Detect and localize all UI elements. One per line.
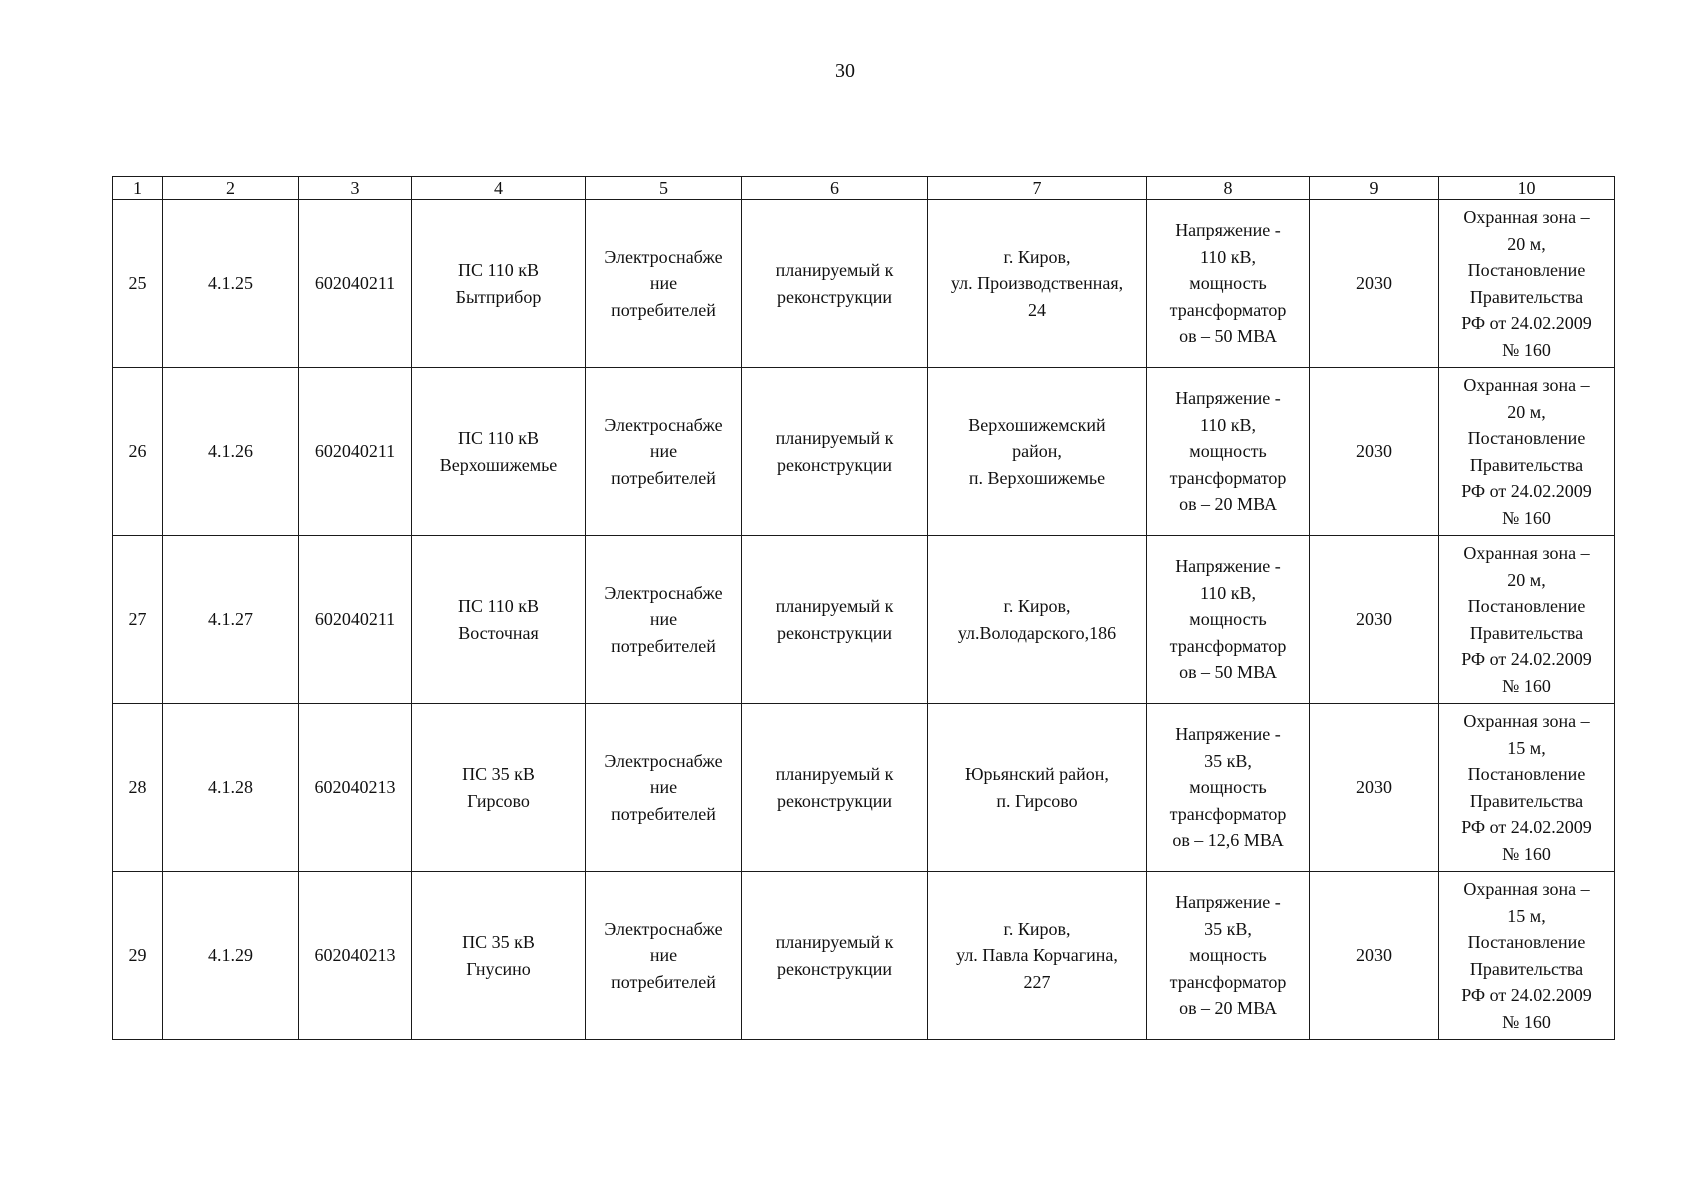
protection-zone: Охранная зона – 20 м, Постановление Правительства РФ от 24.02.2009 № 160 (1439, 200, 1615, 368)
object-location: Юрьянский район, п. Гирсово (928, 704, 1147, 872)
object-year: 2030 (1310, 536, 1439, 704)
object-year: 2030 (1310, 200, 1439, 368)
substations-table (112, 176, 1615, 1040)
column-header: 4 (412, 177, 586, 200)
object-year: 2030 (1310, 872, 1439, 1040)
object-status: планируемый к реконструкции (742, 368, 928, 536)
column-header: 10 (1439, 177, 1615, 200)
object-status: планируемый к реконструкции (742, 872, 928, 1040)
column-header: 2 (163, 177, 299, 200)
object-location: Верхошижемский район, п. Верхошижемье (928, 368, 1147, 536)
object-specs: Напряжение - 35 кВ, мощность трансформатор ов – 12,6 МВА (1147, 704, 1310, 872)
object-code: 602040211 (299, 536, 412, 704)
row-number: 25 (113, 200, 163, 368)
object-name: ПС 110 кВ Верхошижемье (412, 368, 586, 536)
header-row (113, 177, 1615, 200)
object-purpose: Электроснабже ние потребителей (586, 872, 742, 1040)
row-number: 26 (113, 368, 163, 536)
page-number: 30 (835, 60, 855, 82)
object-purpose: Электроснабже ние потребителей (586, 200, 742, 368)
table-row (113, 536, 1615, 704)
object-specs: Напряжение - 110 кВ, мощность трансформатор ов – 50 МВА (1147, 536, 1310, 704)
object-status: планируемый к реконструкции (742, 200, 928, 368)
object-purpose: Электроснабже ние потребителей (586, 368, 742, 536)
row-number: 28 (113, 704, 163, 872)
object-location: г. Киров, ул. Производственная, 24 (928, 200, 1147, 368)
object-specs: Напряжение - 110 кВ, мощность трансформатор ов – 20 МВА (1147, 368, 1310, 536)
object-name: ПС 110 кВ Восточная (412, 536, 586, 704)
object-name: ПС 35 кВ Гнусино (412, 872, 586, 1040)
object-purpose: Электроснабже ние потребителей (586, 536, 742, 704)
column-header: 9 (1310, 177, 1439, 200)
object-code: 602040211 (299, 200, 412, 368)
column-header: 8 (1147, 177, 1310, 200)
object-index: 4.1.29 (163, 872, 299, 1040)
object-year: 2030 (1310, 704, 1439, 872)
object-specs: Напряжение - 110 кВ, мощность трансформатор ов – 50 МВА (1147, 200, 1310, 368)
protection-zone: Охранная зона – 15 м, Постановление Правительства РФ от 24.02.2009 № 160 (1439, 872, 1615, 1040)
object-name: ПС 110 кВ Бытприбор (412, 200, 586, 368)
object-index: 4.1.25 (163, 200, 299, 368)
object-code: 602040213 (299, 704, 412, 872)
column-header: 7 (928, 177, 1147, 200)
object-name: ПС 35 кВ Гирсово (412, 704, 586, 872)
column-header: 6 (742, 177, 928, 200)
table-row (113, 872, 1615, 1040)
column-header: 5 (586, 177, 742, 200)
table-row (113, 200, 1615, 368)
protection-zone: Охранная зона – 15 м, Постановление Правительства РФ от 24.02.2009 № 160 (1439, 704, 1615, 872)
table-row (113, 368, 1615, 536)
object-purpose: Электроснабже ние потребителей (586, 704, 742, 872)
object-index: 4.1.28 (163, 704, 299, 872)
row-number: 29 (113, 872, 163, 1040)
object-index: 4.1.26 (163, 368, 299, 536)
column-header: 1 (113, 177, 163, 200)
object-status: планируемый к реконструкции (742, 536, 928, 704)
row-number: 27 (113, 536, 163, 704)
column-header: 3 (299, 177, 412, 200)
object-year: 2030 (1310, 368, 1439, 536)
protection-zone: Охранная зона – 20 м, Постановление Правительства РФ от 24.02.2009 № 160 (1439, 368, 1615, 536)
object-code: 602040211 (299, 368, 412, 536)
protection-zone: Охранная зона – 20 м, Постановление Правительства РФ от 24.02.2009 № 160 (1439, 536, 1615, 704)
object-location: г. Киров, ул. Павла Корчагина, 227 (928, 872, 1147, 1040)
object-status: планируемый к реконструкции (742, 704, 928, 872)
object-location: г. Киров, ул.Володарского,186 (928, 536, 1147, 704)
table-row (113, 704, 1615, 872)
object-code: 602040213 (299, 872, 412, 1040)
object-specs: Напряжение - 35 кВ, мощность трансформатор ов – 20 МВА (1147, 872, 1310, 1040)
object-index: 4.1.27 (163, 536, 299, 704)
